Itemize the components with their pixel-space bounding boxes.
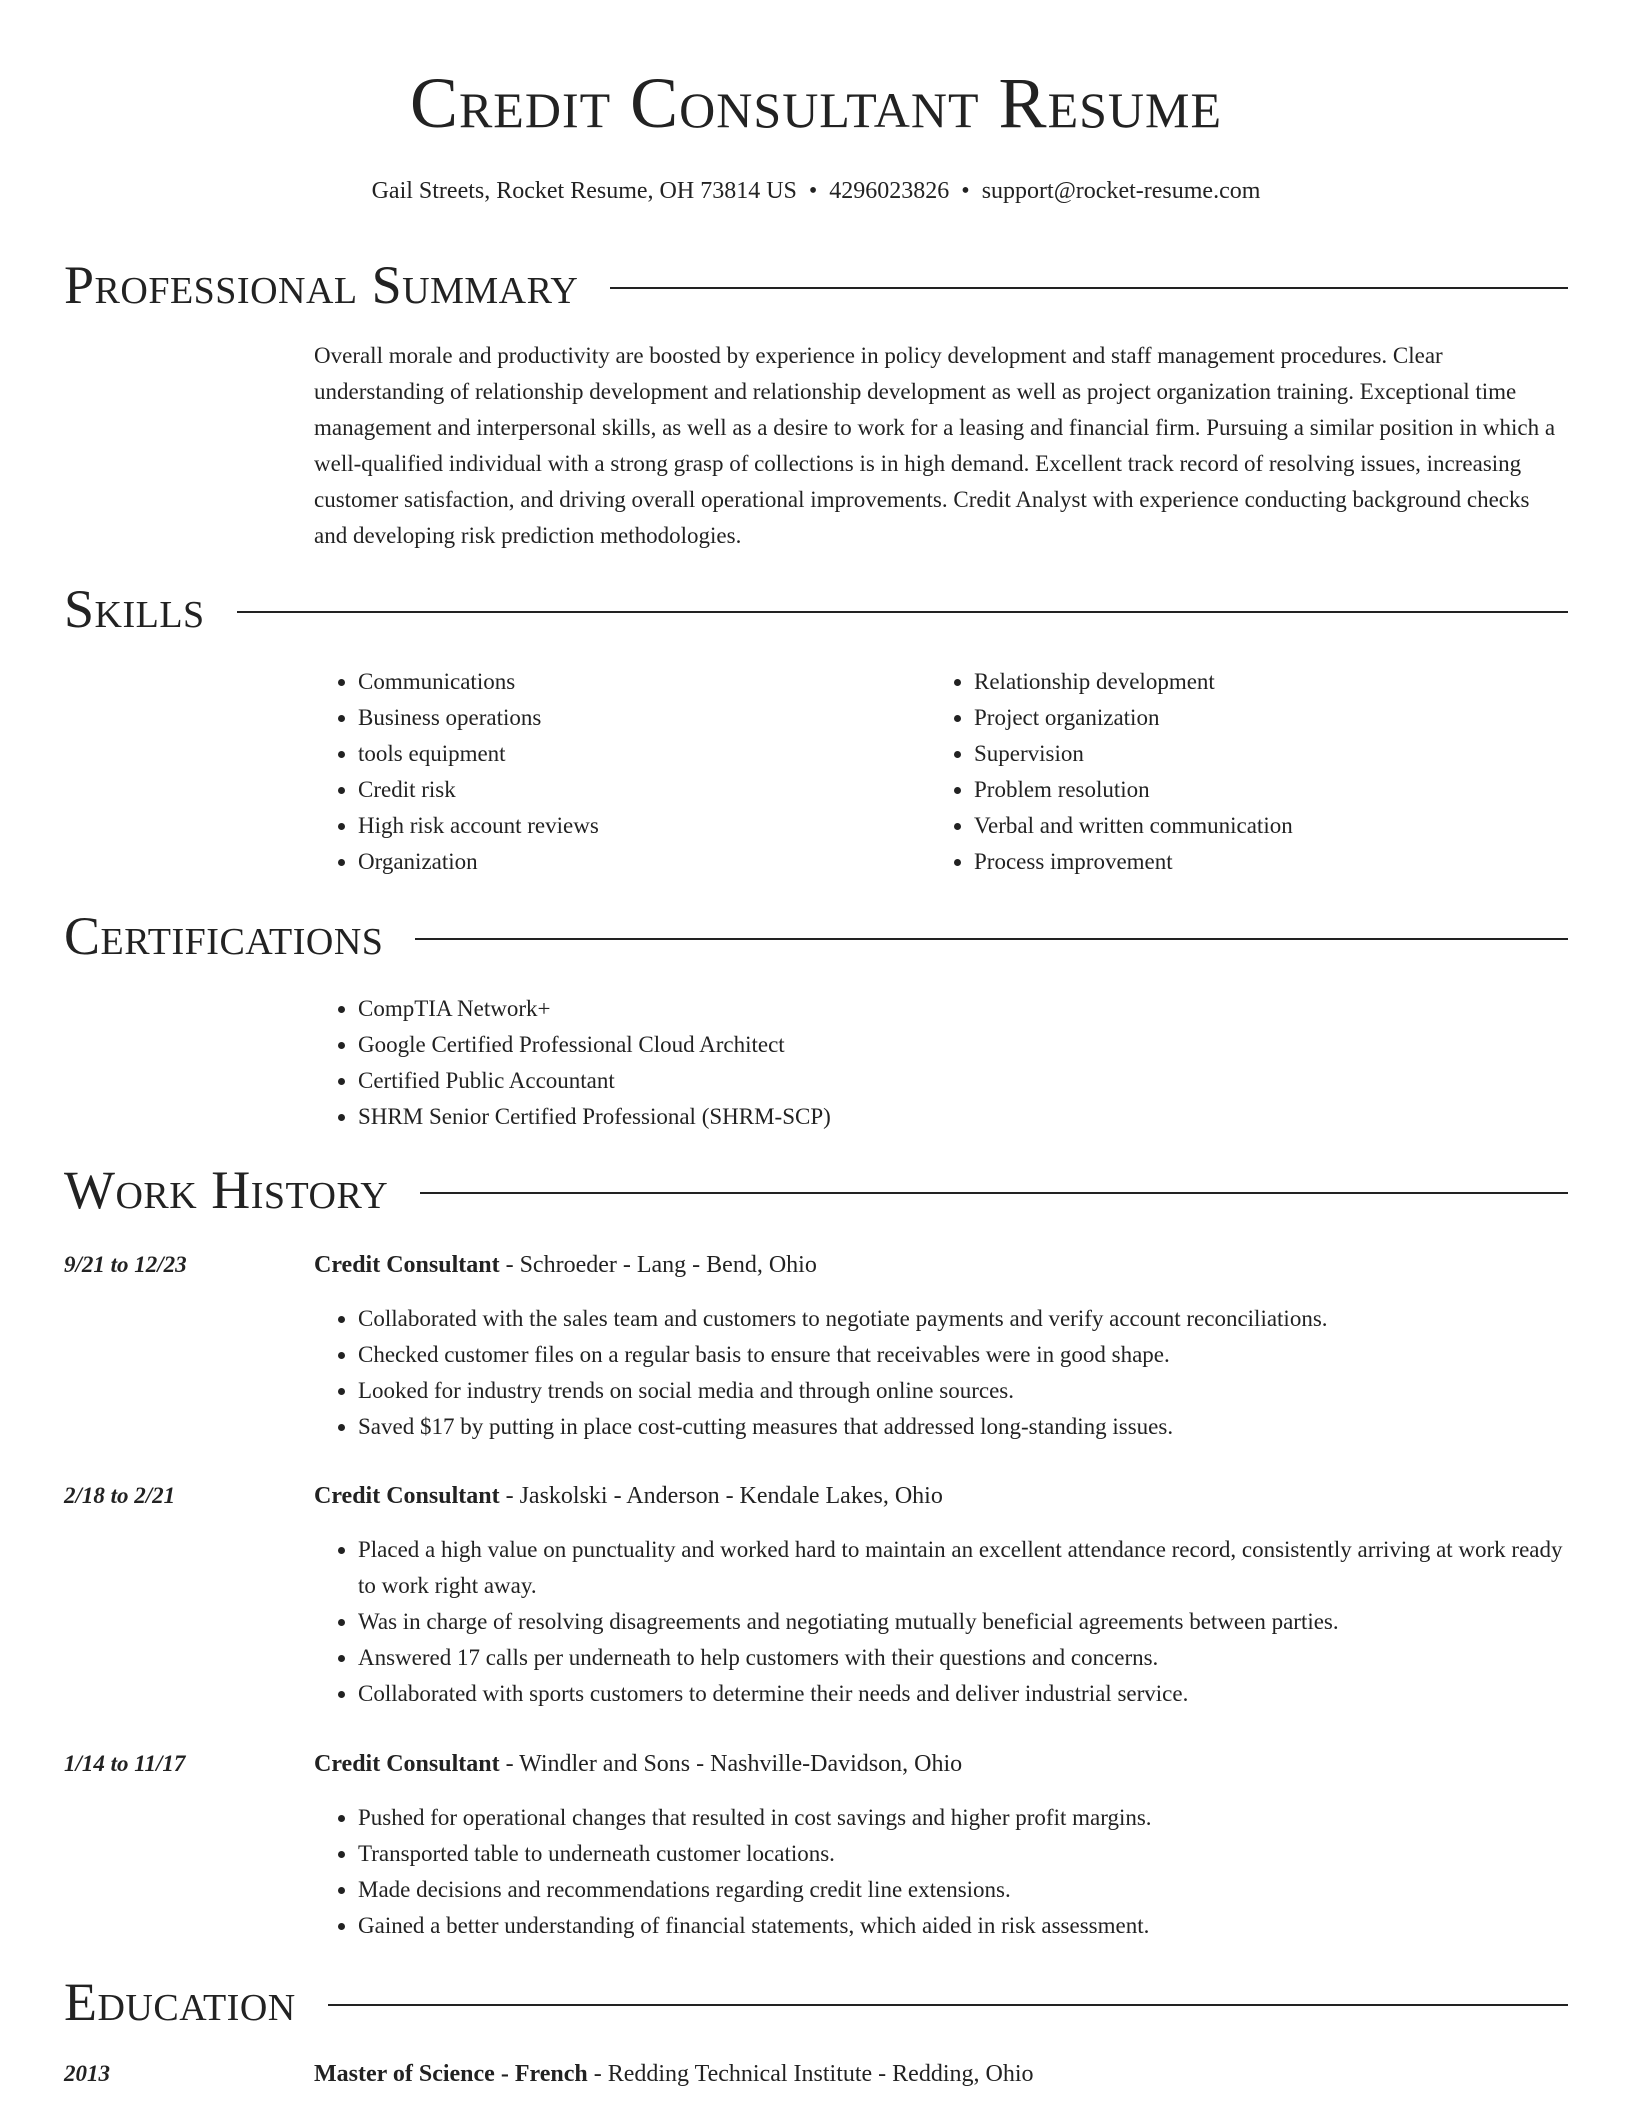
job-employer: - Windler and Sons - Nashville-Davidson, Ohio bbox=[499, 1751, 963, 1777]
job-responsibilities bbox=[314, 1800, 1568, 1944]
job-bullet: • Looked for industry trends on social media and through online sources. bbox=[358, 1373, 1568, 1409]
job-bullet: • Pushed for operational changes that resulted in cost savings and higher profit margins. bbox=[358, 1800, 1568, 1836]
job-bullet: • Collaborated with the sales team and customers to negotiate payments and verify account reconciliations. bbox=[358, 1301, 1568, 1337]
section-heading: Certifications bbox=[64, 906, 384, 966]
skill-item: • Verbal and written communication bbox=[974, 808, 1546, 844]
skill-item: • Credit risk bbox=[358, 772, 930, 808]
section-heading: Skills bbox=[64, 579, 205, 639]
job-bullet: • Made decisions and recommendations regarding credit line extensions. bbox=[358, 1872, 1568, 1908]
section-summary-header bbox=[64, 250, 1568, 320]
section-work-header bbox=[64, 1155, 1568, 1225]
section-heading: Professional Summary bbox=[64, 255, 579, 315]
education-degree: Master of Science - French bbox=[314, 2061, 588, 2087]
job-responsibilities bbox=[314, 1301, 1568, 1445]
certification-item: • Certified Public Accountant bbox=[358, 1063, 1568, 1099]
skill-item: • Supervision bbox=[974, 736, 1546, 772]
skills-column-right bbox=[930, 664, 1546, 880]
skill-item: • Relationship development bbox=[974, 664, 1546, 700]
skills-list bbox=[314, 664, 1568, 880]
certification-item: • Google Certified Professional Cloud Architect bbox=[358, 1027, 1568, 1063]
skill-item: • tools equipment bbox=[358, 736, 930, 772]
job-title: Credit Consultant bbox=[314, 1252, 500, 1278]
section-divider bbox=[328, 2004, 1568, 2006]
skill-item: • Process improvement bbox=[974, 844, 1546, 880]
skill-item: • Organization bbox=[358, 844, 930, 880]
education-school: - Redding Technical Institute - Redding, Ohio bbox=[587, 2061, 1034, 2087]
job-bullet: • Collaborated with sports customers to determine their needs and deliver industrial service. bbox=[358, 1676, 1568, 1712]
skill-item: • Project organization bbox=[974, 700, 1546, 736]
section-certifications-header bbox=[64, 901, 1568, 971]
job-dates: 9/21 to 12/23 bbox=[64, 1252, 187, 1277]
contact-email: support@rocket-resume.com bbox=[981, 178, 1261, 204]
job-title-line bbox=[314, 1746, 1568, 1782]
job-bullet: • Answered 17 calls per underneath to help customers with their questions and concerns. bbox=[358, 1640, 1568, 1676]
job-bullet: • Saved $17 by putting in place cost-cutting measures that addressed long-standing issues. bbox=[358, 1409, 1568, 1445]
resume-title: Credit Consultant Resume bbox=[409, 63, 1223, 143]
job-bullet: • Gained a better understanding of financial statements, which aided in risk assessment. bbox=[358, 1908, 1568, 1944]
skills-column-left bbox=[314, 664, 930, 880]
job-title-line bbox=[314, 1247, 1568, 1283]
education-line bbox=[314, 2056, 1568, 2092]
job-title: Credit Consultant bbox=[314, 1751, 500, 1777]
job-dates: 2/18 to 2/21 bbox=[64, 1483, 176, 1508]
section-heading: Education bbox=[64, 1972, 296, 2032]
education-year: 2013 bbox=[64, 2061, 110, 2086]
section-divider bbox=[610, 287, 1568, 289]
certification-item: • SHRM Senior Certified Professional (SHRM-SCP) bbox=[358, 1099, 1568, 1135]
contact-address: Gail Streets, Rocket Resume, OH 73814 US bbox=[371, 178, 797, 204]
section-divider bbox=[415, 938, 1568, 940]
certification-item: • CompTIA Network+ bbox=[358, 991, 1568, 1027]
section-skills-header bbox=[64, 574, 1568, 644]
contact-separator: • bbox=[808, 178, 818, 204]
skill-item: • High risk account reviews bbox=[358, 808, 930, 844]
section-heading: Work History bbox=[64, 1160, 389, 1220]
job-bullet: • Was in charge of resolving disagreements and negotiating mutually beneficial agreements between parties. bbox=[358, 1604, 1568, 1640]
section-education-header bbox=[64, 1967, 1568, 2037]
job-employer: - Schroeder - Lang - Bend, Ohio bbox=[499, 1252, 817, 1278]
job-dates: 1/14 to 11/17 bbox=[64, 1751, 186, 1776]
job-bullet: • Placed a high value on punctuality and worked hard to maintain an excellent attendance record, consistently arriving at work ready to work right away. bbox=[358, 1532, 1568, 1604]
job-responsibilities bbox=[314, 1532, 1568, 1712]
contact-phone: 4296023826 bbox=[829, 178, 950, 204]
section-divider bbox=[420, 1192, 1568, 1194]
job-title: Credit Consultant bbox=[314, 1483, 500, 1509]
summary-text: Overall morale and productivity are boosted by experience in policy development and staff management procedures. Clear understanding of relationship development and relationship development as well as project organization training. Exceptional time management and interpersonal skills, as well as a desire to work for a leasing and financial firm. Pursuing a similar position in which a well-qualified individual with a strong grasp of collections is in high demand. Excellent track record of resolving issues, increasing customer satisfaction, and driving overall operational improvements. Credit Analyst with experience conducting background checks and developing risk prediction methodologies. bbox=[314, 343, 1556, 548]
section-divider bbox=[237, 611, 1568, 613]
certifications-list bbox=[314, 991, 1568, 1135]
skill-item: • Business operations bbox=[358, 700, 930, 736]
contact-separator: • bbox=[961, 178, 970, 204]
job-bullet: • Transported table to underneath customer locations. bbox=[358, 1836, 1568, 1872]
skill-item: • Problem resolution bbox=[974, 772, 1546, 808]
job-title-line bbox=[314, 1478, 1568, 1514]
contact-line bbox=[0, 174, 1632, 208]
skill-item: • Communications bbox=[358, 664, 930, 700]
job-employer: - Jaskolski - Anderson - Kendale Lakes, Ohio bbox=[499, 1483, 943, 1509]
job-bullet: • Checked customer files on a regular basis to ensure that receivables were in good shape. bbox=[358, 1337, 1568, 1373]
